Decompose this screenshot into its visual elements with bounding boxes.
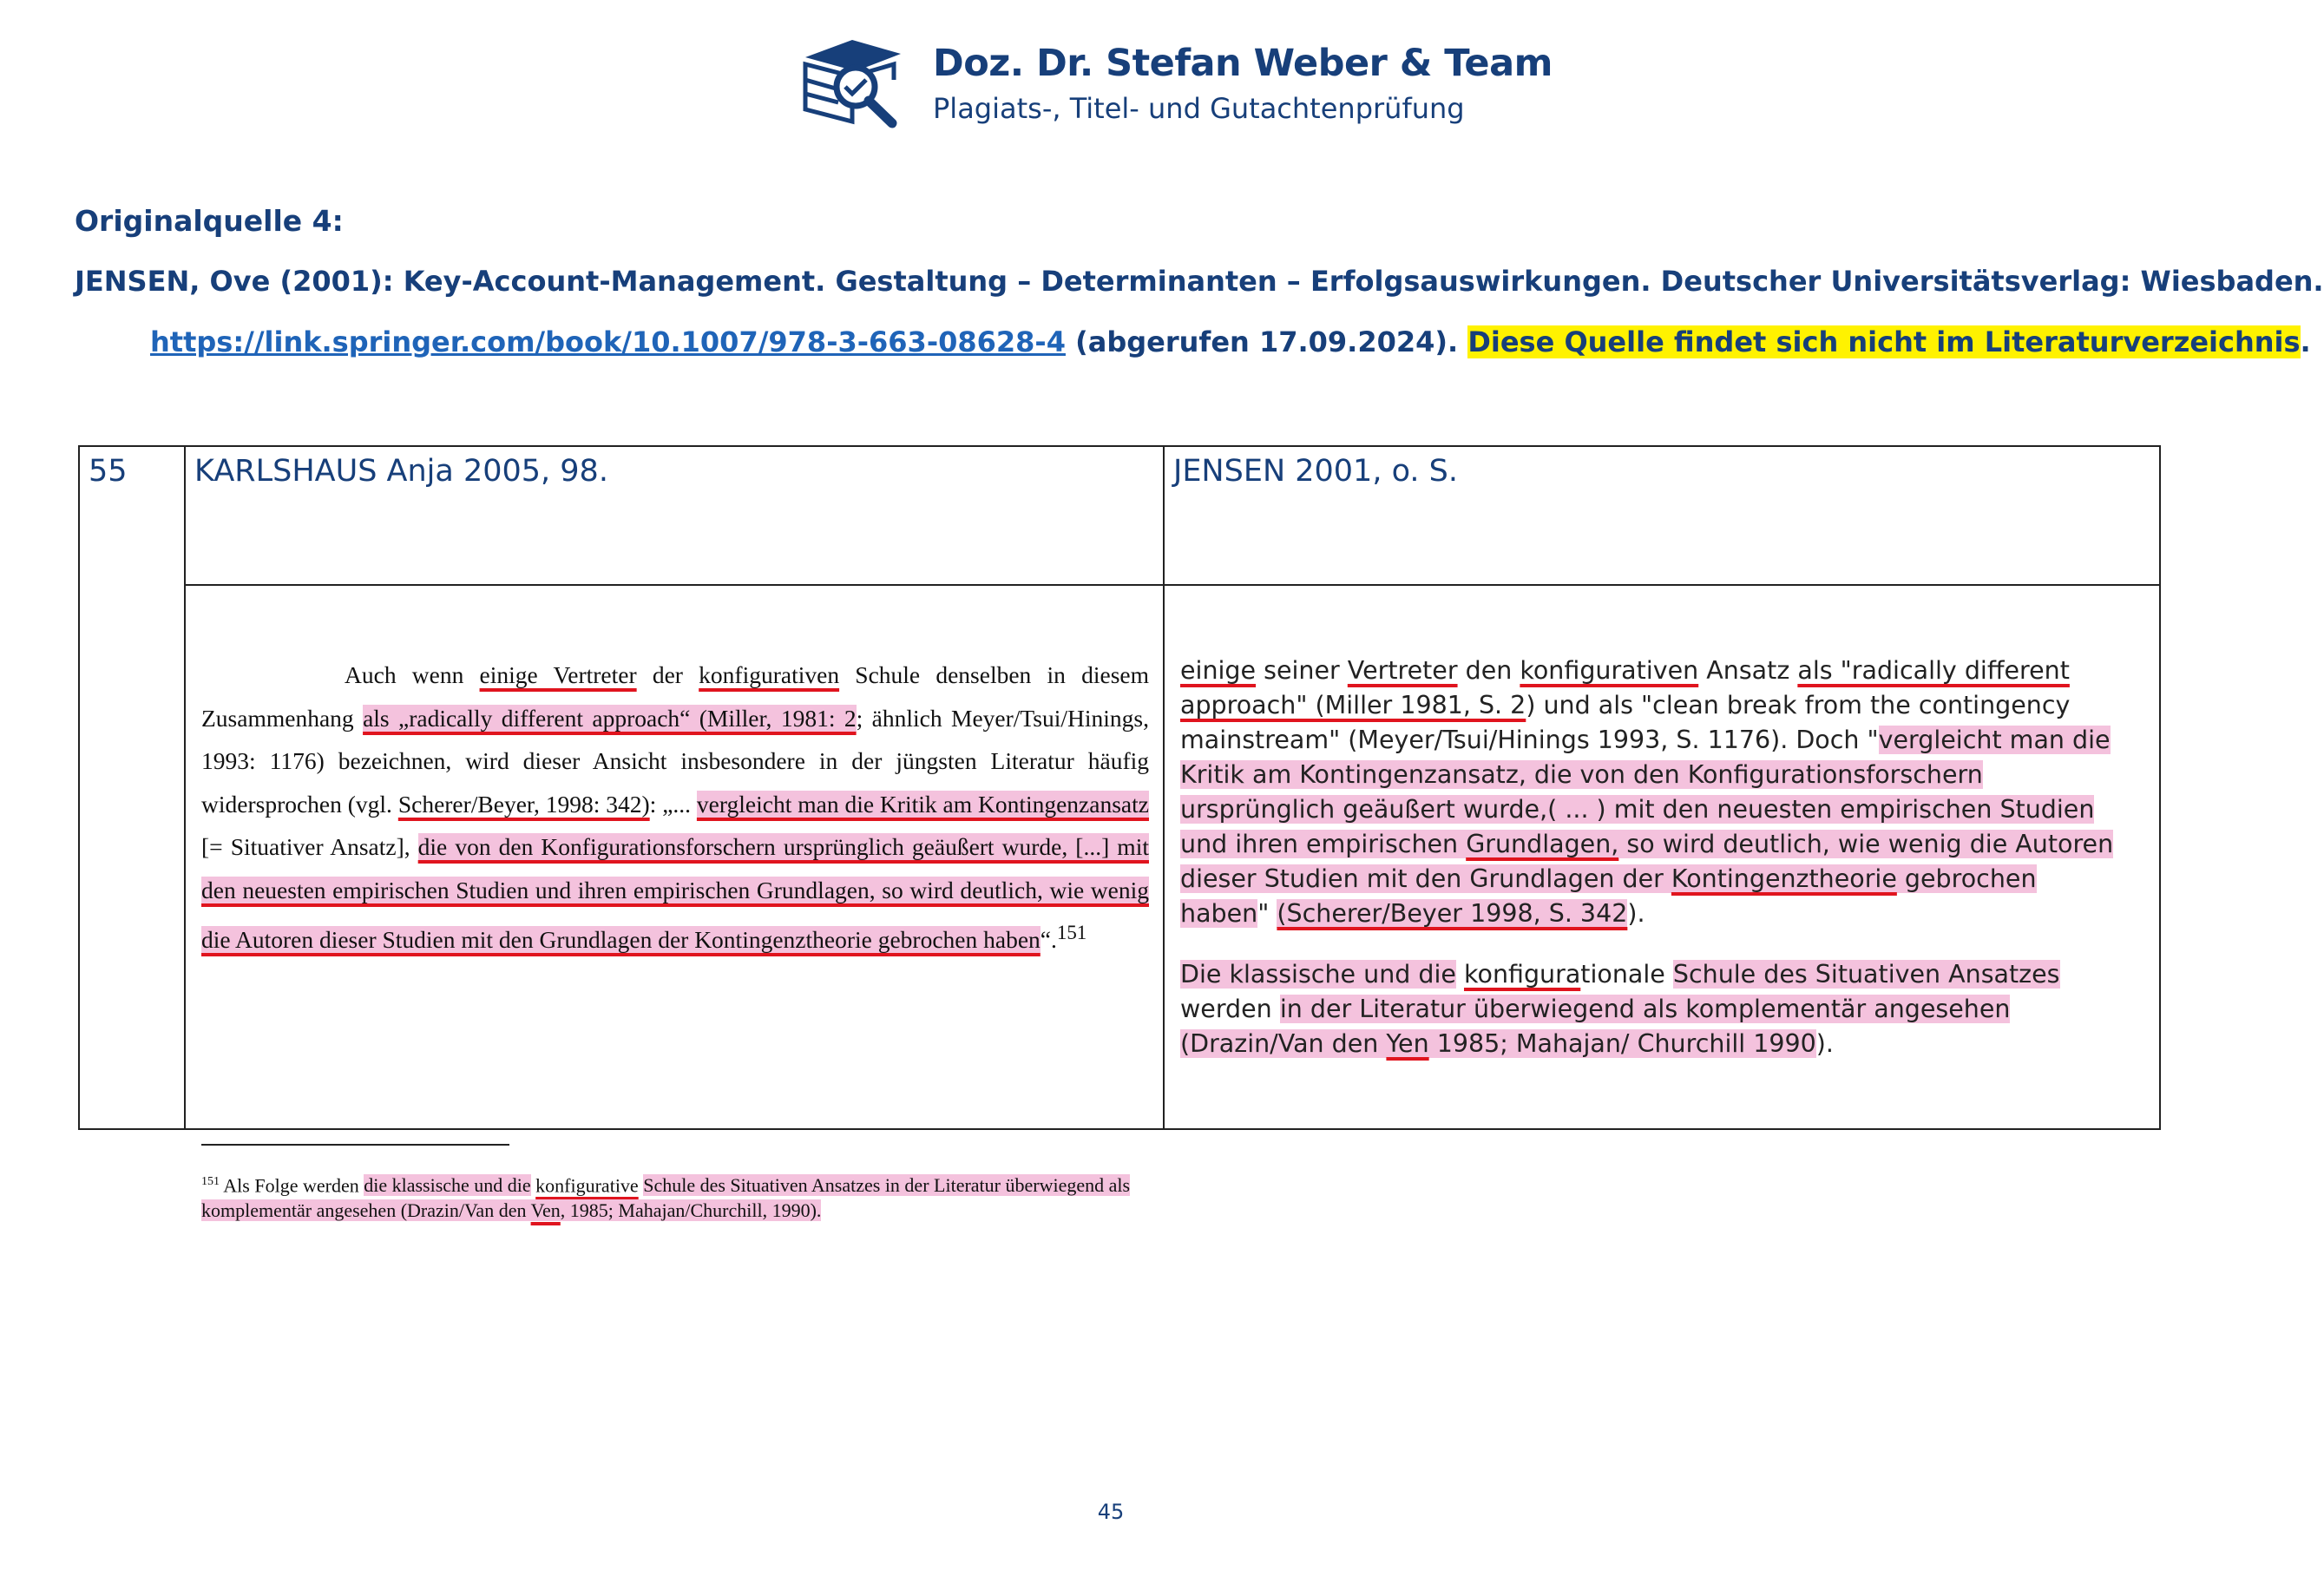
comparison-table (78, 445, 2161, 1222)
scanned-footnote: $^{151}$ Als Folge werden die klassische und die konfigurative Schule des Situativen Ansatzes in der Literatur überwiegend als komplementär angesehen (Drazin/Van den Ven, 1985; Mahajan/Churchill, 1990). (201, 1174, 1131, 1222)
logo-icon (798, 33, 907, 128)
source-excerpt (1180, 654, 2130, 1061)
source-link-line (150, 325, 2311, 358)
note-period: . (2300, 325, 2311, 358)
accessed-date: (abgerufen 17.09.2024). (1065, 325, 1468, 358)
fragment-number: 55 (79, 446, 185, 1129)
brand-name: Doz. Dr. Stefan Weber & Team (933, 42, 1553, 85)
left-source-header: KARLSHAUS Anja 2005, 98. (185, 446, 1164, 585)
page-number: 45 (1097, 1500, 1125, 1524)
right-excerpt-cell (1164, 585, 2160, 1129)
scanned-body-text: Auch wenn einige Vertreter der konfigurativen Schule denselben in diesem Zusammenhang als „radically different approach“ (Miller, 1981: 2; ähnlich Meyer/Tsui/Hinings, 1993: 1176) bezeichnen, wird dieser Ansicht insbesondere in der jüngsten Literatur häufig widersprochen (vgl. Scherer/Beyer, 1998: 342): „... vergleicht man die Kritik am Kontingenzansatz [= Situativer Ansatz], die von den Konfigurationsforschern ursprünglich geäußert wurde, [...] mit den neuesten empirischen Studien und ihren empirischen Grundlagen, so wird deutlich, wie wenig die Autoren dieser Studien mit den Grundlagen der Kontingenztheorie gebrochen haben“.$^{151}$ (201, 661, 1149, 954)
brand-subtitle: Plagiats-, Titel- und Gutachtenprüfung (933, 92, 1465, 125)
right-source-header: JENSEN 2001, o. S. (1164, 446, 2160, 585)
highlighted-note: Diese Quelle findet sich nicht im Literaturverzeichnis (1467, 325, 2301, 358)
footnote-divider (201, 1144, 509, 1146)
page-header (798, 33, 1553, 137)
scanned-excerpt (186, 586, 1163, 1222)
source-paragraph-1: einige seiner Vertreter den konfigurativen Ansatz als "radically different approach" (Miller 1981, S. 2) und als "clean break from the contingency mainstream" (Meyer/Tsui/Hinings 1993, S. 1176). Doch "vergleicht man die Kritik am Kontingenzansatz, die von den Konfigurationsforschern ursprünglich geäußert wurde,( ... ) mit den neuesten empirischen Studien und ihren empirischen Grundlagen, so wird deutlich, wie wenig die Autoren dieser Studien mit den Grundlagen der Kontingenztheorie gebrochen haben" (Scherer/Beyer 1998, S. 342). (1180, 656, 2114, 928)
source-heading: Originalquelle 4: (75, 204, 344, 238)
source-link[interactable]: https://link.springer.com/book/10.1007/978-3-663-08628-4 (150, 325, 1066, 358)
source-paragraph-2: Die klassische und die konfigurationale Schule des Situativen Ansatzes werden in der Literatur überwiegend als komplementär angesehen (Drazin/Van den Yen 1985; Mahajan/ Churchill 1990). (1180, 960, 2060, 1058)
source-citation: JENSEN, Ove (2001): Key-Account-Management. Gestaltung – Determinanten – Erfolgsauswirkungen. Deutscher Universitätsverlag: Wiesbaden. (75, 265, 2324, 298)
left-excerpt-cell (185, 585, 1164, 1222)
